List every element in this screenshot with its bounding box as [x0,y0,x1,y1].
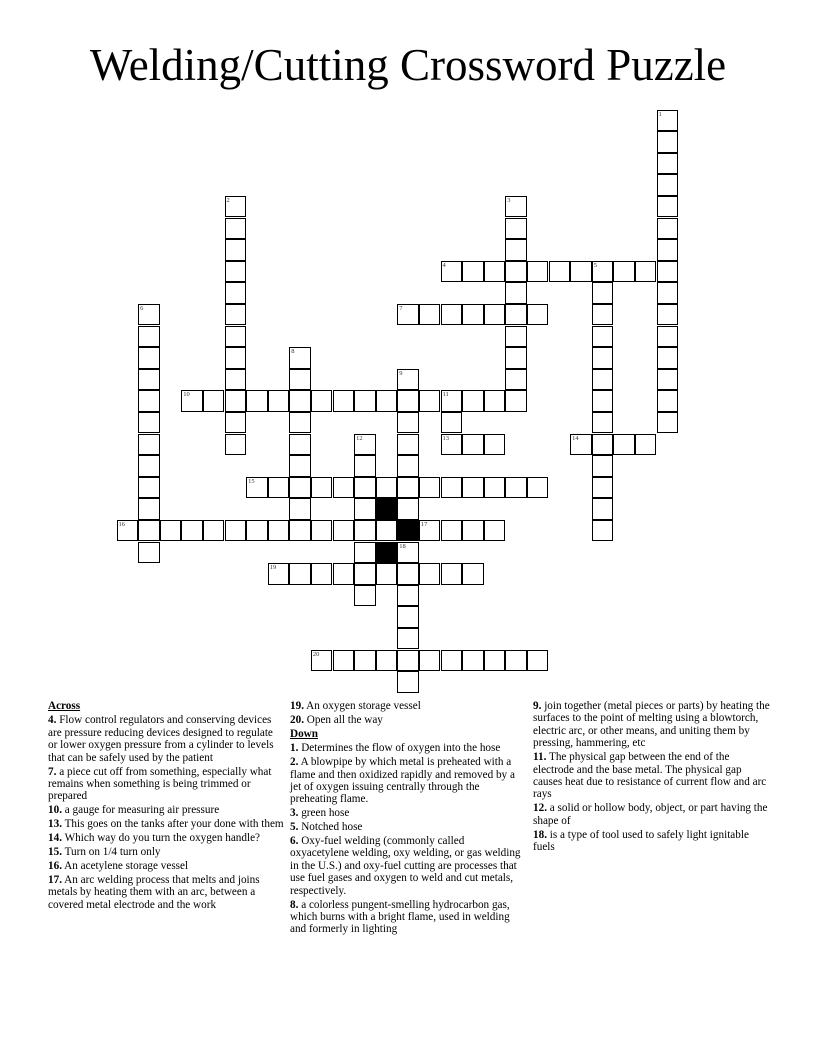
clue-number: 3 [507,196,511,204]
grid-cell[interactable] [527,477,549,499]
grid-cell[interactable] [225,412,247,434]
grid-cell[interactable] [289,498,311,520]
grid-cell[interactable] [462,304,484,326]
grid-cell[interactable] [354,390,376,412]
grid-cell[interactable] [613,261,635,283]
clue-number: 14 [572,434,579,442]
grid-cell[interactable] [657,174,679,196]
grid-cell[interactable] [484,390,506,412]
grid-cell[interactable] [505,477,527,499]
grid-cell[interactable] [311,520,333,542]
black-cell [376,542,398,564]
grid-cell[interactable] [441,261,463,283]
grid-cell[interactable] [376,390,398,412]
grid-cell[interactable] [592,520,614,542]
grid-cell[interactable] [592,326,614,348]
grid-cell[interactable] [441,520,463,542]
grid-cell[interactable] [311,477,333,499]
grid-cell[interactable] [225,218,247,240]
grid-cell[interactable] [268,477,290,499]
grid-cell[interactable] [419,520,441,542]
grid-cell[interactable] [657,261,679,283]
clue-down-5: 5. Notched hose [290,821,363,834]
grid-cell[interactable] [246,520,268,542]
grid-cell[interactable] [419,304,441,326]
grid-cell[interactable] [484,434,506,456]
clue-number: 20 [312,650,320,658]
clue-number: 9 [399,369,403,377]
grid-cell[interactable] [527,304,549,326]
grid-cell[interactable] [635,261,657,283]
grid-cell[interactable] [138,477,160,499]
grid-cell[interactable] [354,520,376,542]
grid-cell[interactable] [203,390,225,412]
grid-cell[interactable] [397,477,419,499]
grid-cell[interactable] [441,477,463,499]
grid-cell[interactable] [397,412,419,434]
grid-cell[interactable] [441,650,463,672]
clue-number: 17 [420,520,428,528]
grid-cell[interactable] [592,477,614,499]
black-cell [397,520,419,542]
grid-cell[interactable] [592,455,614,477]
grid-cell[interactable] [246,390,268,412]
grid-cell[interactable] [225,261,247,283]
grid-cell[interactable] [592,390,614,412]
grid-cell[interactable] [657,131,679,153]
grid-cell[interactable] [462,650,484,672]
grid-cell[interactable] [441,412,463,434]
grid-cell[interactable] [419,563,441,585]
grid-cell[interactable] [138,369,160,391]
grid-cell[interactable] [354,650,376,672]
clue-number: 8 [291,348,295,356]
grid-cell[interactable] [138,520,160,542]
grid-cell[interactable] [246,477,268,499]
page-title: Welding/Cutting Crossword Puzzle [89,40,727,90]
grid-cell[interactable] [570,434,592,456]
grid-cell[interactable] [311,650,333,672]
clue-down-3: 3. green hose [290,807,350,820]
grid-cell[interactable] [311,390,333,412]
grid-cell[interactable] [657,239,679,261]
grid-cell[interactable] [354,498,376,520]
grid-cell[interactable] [311,563,333,585]
clues-column-1 [48,700,284,913]
grid-cell[interactable] [657,153,679,175]
clue-down-2: 2. A blowpipe by which metal is preheated with a flame and then oxidized rapidly and removed by a jet of oxygen issuing centrally through the preheating flame. [290,756,515,806]
clues-column-3 [533,700,773,855]
grid-cell[interactable] [225,326,247,348]
grid-cell[interactable] [635,434,657,456]
grid-cell[interactable] [397,304,419,326]
clue-number: 2 [226,196,230,204]
clue-number: 5 [593,261,597,269]
grid-cell[interactable] [397,628,419,650]
clue-number: 13 [442,434,449,442]
clue-across-17: 17. An arc welding process that melts and joins metals by heating them with an arc, between a covered metal electrode and the work [48,873,260,911]
grid-cell[interactable] [462,390,484,412]
grid-cell[interactable] [289,412,311,434]
grid-cell[interactable] [138,412,160,434]
grid-cell[interactable] [397,650,419,672]
grid-cell[interactable] [289,369,311,391]
grid-cell[interactable] [657,412,679,434]
grid-cell[interactable] [397,434,419,456]
clue-down-8: 8. a colorless pungent-smelling hydrocarbon gas, which burns with a bright flame, used in welding and formerly in lighting [290,898,510,936]
grid-cell[interactable] [376,563,398,585]
grid-cell[interactable] [484,650,506,672]
grid-cell[interactable] [484,304,506,326]
grid-cell[interactable] [376,520,398,542]
grid-cell[interactable] [592,304,614,326]
grid-cell[interactable] [484,261,506,283]
grid-cell[interactable] [505,369,527,391]
grid-cell[interactable] [289,455,311,477]
grid-cell[interactable] [289,520,311,542]
clue-across-10: 10. a gauge for measuring air pressure [48,804,220,817]
grid-cell[interactable] [289,563,311,585]
clue-number: 16 [118,520,125,528]
clue-down-6: 6. Oxy-fuel welding (commonly called oxyacetylene welding, oxy welding, or gas welding in the U.S.) and oxy-fuel cutting are processes that use fuel gases and oxygen to weld and cut metals, respectively. [290,835,521,897]
clue-number: 18 [399,542,406,550]
grid-cell[interactable] [203,520,225,542]
grid-cell[interactable] [505,304,527,326]
grid-cell[interactable] [419,477,441,499]
clue-number: 11 [442,391,449,399]
clue-down-1: 1. Determines the flow of oxygen into the hose [290,742,501,755]
grid-cell[interactable] [441,434,463,456]
grid-cell[interactable] [419,650,441,672]
grid-cell[interactable] [376,650,398,672]
grid-cell[interactable] [592,434,614,456]
grid-cell[interactable] [505,239,527,261]
grid-cell[interactable] [354,434,376,456]
grid-cell[interactable] [160,520,182,542]
grid-cell[interactable] [657,218,679,240]
grid-cell[interactable] [527,650,549,672]
grid-cell[interactable] [549,261,571,283]
grid-cell[interactable] [657,282,679,304]
grid-cell[interactable] [484,520,506,542]
grid-cell[interactable] [505,326,527,348]
grid-cell[interactable] [484,477,506,499]
grid-cell[interactable] [333,520,355,542]
grid-cell[interactable] [397,542,419,564]
grid-cell[interactable] [657,326,679,348]
grid-cell[interactable] [505,347,527,369]
grid-cell[interactable] [657,304,679,326]
grid-cell[interactable] [225,196,247,218]
grid-cell[interactable] [181,520,203,542]
grid-cell[interactable] [657,110,679,132]
grid-cell[interactable] [657,369,679,391]
clue-down-11: 11. The physical gap between the end of the electrode and the base metal. The physical gap causes heat due to resistance of current flow and arc rays [533,751,767,801]
clue-number: 19 [269,564,277,572]
grid-cell[interactable] [592,347,614,369]
grid-cell[interactable] [289,347,311,369]
grid-cell[interactable] [225,434,247,456]
clue-across-7: 7. a piece cut off from something, especially what remains when something is being trimmed or prepared [48,765,272,803]
grid-cell[interactable] [354,585,376,607]
black-cell [376,498,398,520]
grid-cell[interactable] [657,196,679,218]
grid-cell[interactable] [354,563,376,585]
grid-cell[interactable] [289,434,311,456]
grid-cell[interactable] [419,390,441,412]
across-header: Across [48,700,81,712]
grid-cell[interactable] [441,563,463,585]
grid-cell[interactable] [657,390,679,412]
grid-cell[interactable] [527,261,549,283]
grid-cell[interactable] [592,498,614,520]
grid-cell[interactable] [397,498,419,520]
down-header: Down [290,727,318,740]
clue-down-12: 12. a solid or hollow body, object, or part having the shape of [533,802,768,827]
grid-cell[interactable] [657,347,679,369]
clue-number: 6 [140,304,144,312]
grid-cell[interactable] [376,477,398,499]
clue-down-18: 18. is a type of tool used to safely light ignitable fuels [533,828,749,853]
grid-cell[interactable] [225,239,247,261]
grid-cell[interactable] [505,196,527,218]
grid-cell[interactable] [138,390,160,412]
grid-cell[interactable] [592,412,614,434]
grid-cell[interactable] [268,563,290,585]
grid-cell[interactable] [505,261,527,283]
grid-cell[interactable] [138,455,160,477]
clue-number: 12 [356,434,363,442]
grid-cell[interactable] [397,606,419,628]
grid-cell[interactable] [225,282,247,304]
clue-across-14: 14. Which way do you turn the oxygen handle? [48,832,261,845]
clue-across-20: 20. Open all the way [290,713,383,726]
grid-cell[interactable] [397,563,419,585]
grid-cell[interactable] [225,390,247,412]
grid-cell[interactable] [333,477,355,499]
grid-cell[interactable] [505,282,527,304]
clue-number: 7 [399,304,403,312]
grid-cell[interactable] [613,434,635,456]
grid-cell[interactable] [592,261,614,283]
grid-cell[interactable] [462,477,484,499]
grid-cell[interactable] [138,326,160,348]
clue-across-13: 13. This goes on the tanks after your done with them [48,818,284,831]
grid-cell[interactable] [397,585,419,607]
clue-across-19: 19. An oxygen storage vessel [290,700,421,712]
grid-cell[interactable] [289,477,311,499]
clue-across-16: 16. An acetylene storage vessel [48,859,189,872]
clue-across-4: 4. Flow control regulators and conserving devices are pressure reducing devices designed to regulate or lower oxygen pressure from a cylinder to levels that can be safely used by the patient [48,714,274,764]
grid-cell[interactable] [138,347,160,369]
clue-number: 1 [658,110,662,118]
grid-cell[interactable] [397,455,419,477]
grid-cell[interactable] [441,304,463,326]
grid-cell[interactable] [138,434,160,456]
grid-cell[interactable] [268,520,290,542]
grid-cell[interactable] [225,520,247,542]
clue-number: 15 [248,477,255,485]
grid-cell[interactable] [441,390,463,412]
clue-across-15: 15. Turn on 1/4 turn only [48,845,161,858]
grid-cell[interactable] [505,390,527,412]
clue-number: 10 [183,391,190,399]
grid-cell[interactable] [138,498,160,520]
grid-cell[interactable] [462,261,484,283]
grid-cell[interactable] [268,390,290,412]
grid-cell[interactable] [397,369,419,391]
grid-cell[interactable] [333,390,355,412]
grid-cell[interactable] [462,520,484,542]
grid-cell[interactable] [462,563,484,585]
grid-cell[interactable] [462,434,484,456]
grid-cell[interactable] [570,261,592,283]
grid-cell[interactable] [397,390,419,412]
grid-cell[interactable] [138,542,160,564]
grid-cell[interactable] [181,390,203,412]
grid-cell[interactable] [354,455,376,477]
grid-cell[interactable] [225,369,247,391]
grid-cell[interactable] [225,347,247,369]
grid-cell[interactable] [138,304,160,326]
clue-number: 4 [442,261,446,269]
grid-cell[interactable] [592,282,614,304]
grid-cell[interactable] [592,369,614,391]
clue-down-9: 9. join together (metal pieces or parts) by heating the surfaces to the point of melting using a blowtorch, electric arc, or other means, and uniting them by pressing, hammering, etc [533,700,770,750]
grid-cell[interactable] [333,563,355,585]
grid-cell[interactable] [354,542,376,564]
grid-cell[interactable] [117,520,139,542]
grid-cell[interactable] [397,671,419,693]
grid-cell[interactable] [225,304,247,326]
grid-cell[interactable] [333,650,355,672]
grid-cell[interactable] [354,477,376,499]
grid-cell[interactable] [505,218,527,240]
grid-cell[interactable] [289,390,311,412]
clues-column-2 [290,700,522,937]
grid-cell[interactable] [505,650,527,672]
